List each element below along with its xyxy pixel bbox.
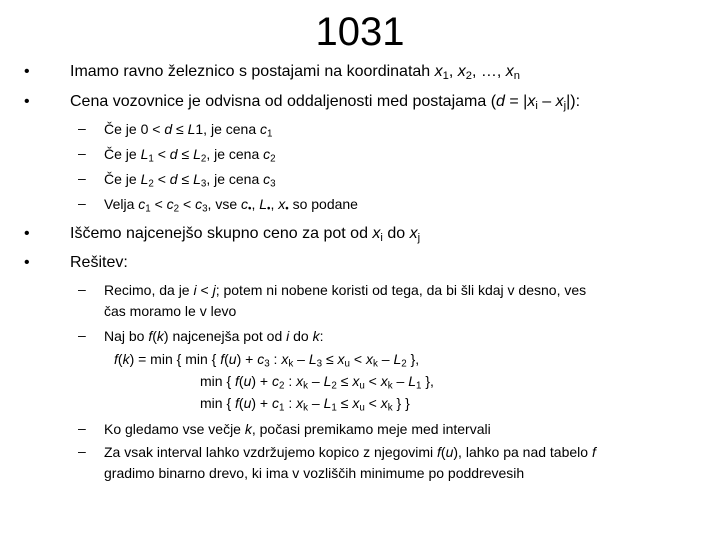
dash-marker: – [78, 170, 86, 186]
bullet-goal: Iščemo najcenejšo skupno ceno za pot od $x_i$ do $x_j$ [70, 225, 421, 244]
bullet-marker: • [24, 93, 30, 110]
dash-marker: – [78, 281, 86, 297]
slide-title: 1031 [315, 10, 405, 54]
bullet-price: Cena vozovnice je odvisna od oddaljenosti med postajama $(d = |x_i - x_j|)$: [70, 93, 581, 112]
dash-marker: – [78, 327, 86, 343]
dash-marker: – [78, 420, 86, 436]
solution-f-def: Naj bo f(k) najcenejša pot od i do k: [104, 328, 324, 344]
dash-marker: – [78, 443, 86, 459]
dash-marker: – [78, 145, 86, 161]
dash-marker: – [78, 120, 86, 136]
rule-c1: Če je 0 < d ≤ L1, je cena $c_1$ [104, 121, 273, 140]
bullet-marker: • [24, 254, 30, 271]
solution-heap-line1: Za vsak interval lahko vzdržujemo kopico z njegovimi f(u), lahko pa nad tabelo f [104, 444, 596, 460]
bullet-stations: Imamo ravno železnico s postajami na koordinatah $x_1$, $x_2$, …, $x_n$ [70, 63, 521, 82]
rule-c2: Če je $L_1 < d \le L_2$, je cena $c_2$ [104, 146, 276, 165]
solution-left-line2: čas moramo le v levo [104, 303, 237, 319]
bullet-solution: Rešitev: [70, 254, 128, 271]
solution-left-line1: Recimo, da je i < j; potem ni nobene koristi od tega, da bi šli kdaj v desno, ves [104, 282, 587, 298]
solution-heap-line2: gradimo binarno drevo, ki ima v vozliščih minimume po poddrevesih [104, 465, 525, 481]
bullet-marker: • [24, 63, 30, 80]
solution-bounds: Ko gledamo vse večje k, počasi premikamo meje med intervali [104, 421, 491, 437]
bullet-marker: • [24, 225, 30, 242]
formula-line-2: min { $f(u) + c_2$ : $x_k - L_2 \le x_u < x_k - L_1$ }, [200, 373, 434, 392]
dash-marker: – [78, 195, 86, 211]
rule-order: Velja $c_1 < c_2 < c_3$, vse $c_•$, $L_•$, $x_•$ so podane [104, 196, 358, 215]
formula-line-3: min { $f(u) + c_1$ : $x_k - L_1 \le x_u < x_k$ } } [200, 395, 410, 414]
formula-line-1: f(k) = min { min { $f(u) + c_3$ : $x_k - L_3 \le x_u < x_k - L_2$ }, [114, 351, 420, 370]
rule-c3: Če je $L_2 < d \le L_3$, je cena $c_3$ [104, 171, 276, 190]
